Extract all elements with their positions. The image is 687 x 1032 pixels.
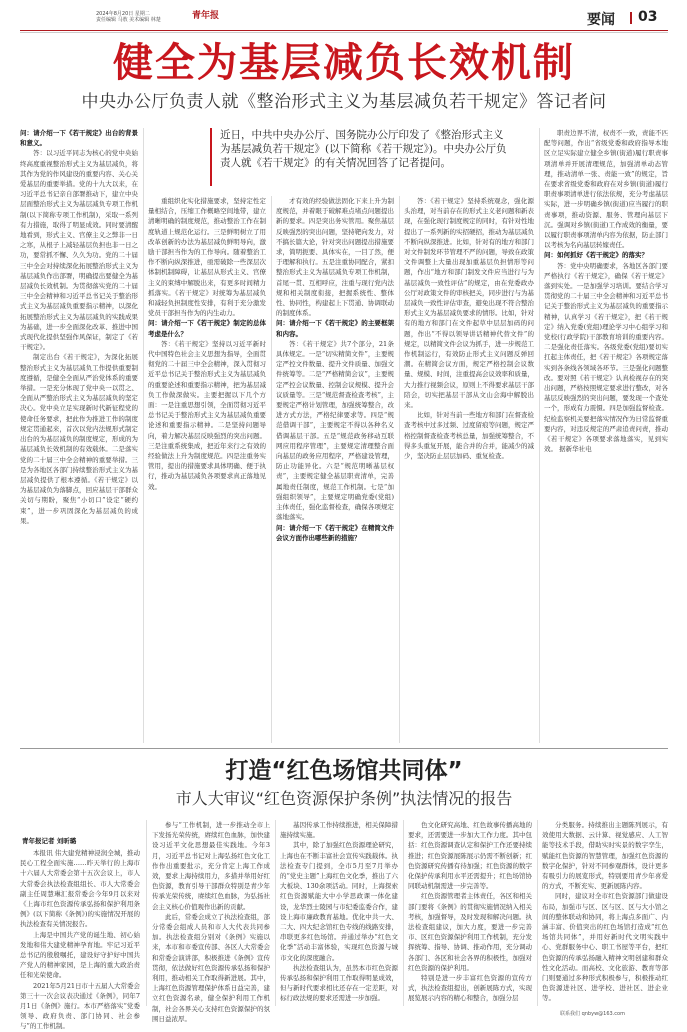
article1-lead — [208, 128, 508, 171]
masthead-rule — [20, 30, 668, 31]
section-divider — [20, 748, 668, 749]
body-paragraph: 红色资源管理者主体责任，各区和相关部门要将《条例》的贯彻实施情况纳入相关考核，加强督导，及时发现和解决问题。执法检查组建议，加大力度，要进一步完善市、区红色资源保护利用工作机制，充分发挥统筹、指导、协调、推动作用，充分调动各部门、各区和社会各界的积极性，加强对红色资源的保护利用。 — [408, 892, 532, 972]
article2-headline: 打造“红色场馆共同体” — [225, 758, 463, 784]
body-paragraph: 重组织化实化措施要求，坚持定性定量相结合，压缩工作概略空间地带，建立清晰明确的制度规范，推动整治工作在制度轨道上规范化运行。三是鲜明树立了用改革创新的办法为基层减负鲜明导向，激励干部担当作为的工作导向。随着整治工作不断向纵深推进，亟需破除一些深层次体制机制障碍，让基层从形式主义、官僚主义的束缚中解脱出来，有更多时间精力抓落实。《若干规定》对统筹为基层减负和减轻负担制度性安排，有利于充分激发党员干部担当作为的内生动力。 — [148, 197, 266, 318]
article1-column-4 — [404, 196, 534, 743]
section-separator — [630, 12, 632, 24]
body-paragraph: 答：以习近平同志为核心的党中央始终高度重视整治形式主义为基层减负，将其作为党的作风建设的重要内容、关心关爱基层的重要举措。党的十九大以来，在习近平总书记亲自部署推动下，建立中央层面整治形式主义为基层减负专项工作机制(以下简称专项工作机制)，采取一系列有力措施，取得了明显成效。同时要清醒地看到，形式主义、官僚主义之弊非一日之寒，从根子上减轻基层负担也非一日之功，要常抓不懈、久久为功。党的二十届三中全会对持续深化拓展整治形式主义为基层减负作出部署，明确提出要健全为基层减负长效机制。为贯彻落实党的二十届三中全会精神和习近平总书记关于整治形式主义为基层减负重要指示精神，以深化拓展整治形式主义为基层减负的实践成果为基础，进一步全面深化改革、推进中国式现代化提供坚强作风保证，制定了《若干规定》。 — [20, 149, 138, 352]
issue-date: 2024年8月20日 星期二 — [96, 11, 150, 17]
column-divider — [143, 128, 144, 743]
column-divider — [271, 196, 272, 743]
article2-column-3 — [280, 820, 398, 1006]
body-paragraph: 其中，除了加强红色资源理论研究，上海也在不断丰富社会宣传实践载体。执法检查专门提到，全市5月至7月举办的“党史主题”上海红色文化季，推出了六大板块、130余项活动。同时，上海探索红色资源赋能大中小学思政课一体化建设，龙华烈士陵园与市纪委监委合作，建设上海市廉政教育基地。优化中共一大、二大、四大纪念馆红色专线的线路安排，串联更多红色场馆。并通过举办“红色文化季”活动丰富体验，实现红色资源与城市文化的深度融合。 — [280, 841, 398, 962]
body-paragraph: 答：党中央明确要求，各地区各部门要严格执行《若干规定》，确保《若干规定》落到实处。一是加强学习培训。要结合学习贯彻党的二十届三中全会精神和习近平总书记关于整治形式主义为基层减负的重要指示精神，认真学习《若干规定》，把《若干规定》纳入党委(党组)理论学习中心组学习和党校(行政学院)干部教育培训的重要内容。二是强化责任落实。各级党委(党组)要切实扛起主体责任，把《若干规定》各项规定落实到各条线各领域各环节。三是强化问题整改。要对照《若干规定》认真检视存在的突出问题，严格按照规定要求进行整改，对各基层反映强烈的突出问题，要发现一个查处一个，形成有力震慑。四是加强监督检查。纪检监察机关要把落实情况作为日常监督重要内容，对违反规定的严肃追责问责，推动《若干规定》各项要求落地落实，见到实效。 据新华社电 — [544, 261, 668, 454]
body-paragraph: 答：《若干规定》共7个部分，21条具体规定。一是“切实精简文件”，主要规定严控文件数量、提升文件质量、加强文件统筹等。二是“严格精简会议”，主要规定严控会议数量、控制会议规模、提升会议质量等。三是“规范督查检查考核”，主要规定严格计划管理，加强统筹整合，改进方式方法，严格纪律要求等。四是“规范借调干部”，主要规定不得以各种名义借调基层干部。五是“规范政务移动互联网应用程序管理”，主要规定清理整合面向基层的政务应用程序，严格建设管理，防止功能异化。六是“规范明晰基层权责”，主要规定健全基层职责清单，完善属地责任制度，规范工作机制。七是“加强组织领导”，主要规定明确党委(党组)主体责任，强化监督检查，确保各项规定落地落实。 — [276, 339, 394, 522]
body-paragraph: 本报讯 伟大建党精神浸润全城，推动民心工程全面实施……昨天举行的上海市十六届人大常委会第十五次会议上，市人大常委会执法检查组组长、市人大常委会副主任周慧琳汇报常委会今年9月以来对《上海市红色资源传承弘扬和保护利用条例》(以下简称《条例》)的实施情况开展的执法检查有关情况报告。 — [20, 849, 140, 929]
masthead-rule-thin — [20, 32, 668, 33]
column-divider — [403, 820, 404, 1006]
article2-column-2 — [152, 820, 270, 1023]
body-paragraph: 答：《若干规定》坚持以习近平新时代中国特色社会主义思想为指导，全面贯彻党的二十届三中全会精神，深入贯彻习近平总书记关于整治形式主义为基层减负的重要论述和重要指示精神，把为基层减负工作做深做实。主要把握以下几个方面：一是注重思想引领，全面贯彻习近平总书记关于整治形式主义为基层减负重要论述和重要指示精神。二是坚持问题导向，着力解决基层反映强烈的突出问题。三是注重系统集成，把近年来行之有效的经验做法上升为制度规范。四是注重务实管用，提出的措施要求具体明确、便于执行，推动为基层减负各项要求真正落地见效。 — [148, 339, 266, 491]
newspaper-logo: 青年报 — [192, 11, 220, 21]
article2-byline: 青年报记者 刘昕璐 — [22, 837, 77, 845]
body-paragraph: 执法检查组认为，虽然本市红色资源传承弘扬和保护利用工作取得明显成效，但与新时代要求相比还存在一定差距，对标行政法规的要求还需进一步加强。 — [280, 963, 398, 1003]
article2-column-4 — [408, 820, 532, 1006]
body-paragraph: 2021年5月21日市十五届人大常委会第三十一次会议表决通过《条例》，同年7月1日《条例》施行。本市严格落实“党委领导、政府负责、部门协同、社会参与”的工作机制。 — [20, 981, 140, 1031]
question-paragraph: 问：请介绍一下《若干规定》出台的背景和意义。 — [20, 129, 138, 148]
lead-text: 近日，中共中央办公厅、国务院办公厅印发了《整治形式主义为基层减负若干规定》(以下简称《若干规定》)。中央办公厅负责人就《若干规定》的有关情况回答了记者提问。 — [220, 129, 507, 170]
article1-column-5 — [544, 128, 668, 743]
body-paragraph: 分类服务。持续推出主题陈列展示，有效使用大数据、云计算、视觉感应、人工智能等技术手段，借助实时实景的数字孪生，赋能红色资源的智慧管理，加强红色资源的数字化保护，针对不同参观群体，设计更多有吸引力的展览形式，特别要用青少年喜爱的方式，不断充实、更新展陈内容。 — [542, 821, 668, 891]
body-paragraph: 基因传承工作持续推进，相关保障措施持续实施。 — [280, 821, 398, 840]
body-paragraph: 制定出台《若干规定》，为深化拓展整治形式主义为基层减负工作提供重要制度遵循，是健全全面从严治党体系的重要举措。一是充分体现了党中央一以贯之、全面从严整治形式主义为基层减负的坚定决心。党中央立足实现新时代新征程党的使命任务要求，把此作为推进工作的制度规定贯通起来，首次以党内法规形式制定出台的为基层减负的制度规定，形成的为基层减负长效机制的有效载体。二是落实党的二十届三中全会精神的重要举措。三是为各地区各部门持续整治形式主义为基层减负提供了根本遵循。《若干规定》以为基层减负为落脚点，回应基层干部群众关切与期盼，聚焦“小切口”设定“硬约束”，进一步巩固深化为基层减负的成果。 — [20, 353, 138, 525]
article1-column-2 — [148, 196, 266, 743]
question-paragraph: 问：请介绍一下《若干规定》的主要框架和内容。 — [276, 319, 394, 338]
article2-column-1 — [20, 848, 140, 1031]
column-divider — [399, 196, 400, 743]
section-name: 要闻 — [587, 12, 615, 28]
question-paragraph: 问：请介绍一下《若干规定》在精简文件会议方面作出哪些新的措施？ — [276, 523, 394, 542]
column-divider — [146, 820, 147, 1006]
body-paragraph: 参与“工作机制，进一步推动全市上下发扬光荣传统，赓续红色血脉，加快建设习近平文化思想最佳实践地。今年3月，习近平总书记对上海弘扬红色文化工作作出重要批示，充分肯定上海工作成效，要求上海持续用力，多措并举用好红色资源，教育引导干部群众特别是青少年传承光荣传统，赓续红色血脉，为弘扬社会主义核心价值观作出新的贡献。 — [152, 821, 270, 911]
article2-column-5 — [542, 820, 668, 1006]
body-paragraph: 答：《若干规定》坚持系统观念，强化源头治理，对当前存在的形式主义老问题和新表现，在强化现行制度规定的同时，有针对性地提出了一系列新的实招硬招，推动为基层减负不断向纵深推进。比如，针对有的地方和部门对文件制发环节管理不严的问题，导致在政策文件调整上大量出现加重基层负担情形等问题，作出“地方和部门制发文件应当进行与为基层减负一致性评估”的规定，由在党委政办公厅对政策文件的审核把关，同步进行与为基层减负一致性评估审查，避免出现不符合整治形式主义为基层减负要求的情形。比如，针对有的地方和部门在文件起草中层层加码的问题，作出“不得以领导讲话精神代替文件”的规定，以精简文件会议为抓手，进一步规范工作机制运行，有效防止形式主义问题反弹回潮。在精简会议方面，规定严格控制会议数量、规模、时间，注重提高会议效率和质量，大力推行视频会议，原则上不得要求基层干部陪会，切实把基层干部从文山会海中解脱出来。 — [404, 197, 534, 410]
body-paragraph: 比如，针对当前一些地方和部门在督查检查考核中过多过频、过度留痕等问题，规定严格控制督查检查考核总量，加强统筹整合，不得多头重复开展，能合并的合并，能减少的减少，坚决防止层层加码、重复检查。 — [404, 411, 534, 461]
article1-headline: 健全为基层减负长效机制 — [113, 40, 575, 86]
article1-column-1 — [20, 128, 138, 743]
body-paragraph: 才有效的经验做法固化下来上升为制度规范，并着眼于破解难点堵点问题提出新的要求。四是突出务实管用。聚焦基层反映强烈的突出问题，坚持靶向发力，对不搞长篇大论，针对突出问题提出措施要求，简明扼要、具体实在，一目了然，便于理解和执行。五是注重协同配合，紧扣整治形式主义为基层减负专项工作机制，首尾一贯、互相呼应，注重与现行党内法规和相关制度衔接，把握系统性、整体性、协同性，构建起上下贯通、协调联动的制度体系。 — [276, 197, 394, 318]
article2-subheadline: 市人大审议“红色资源保护条例”执法情况的报告 — [175, 789, 513, 808]
body-paragraph: 职责边界不清，权责不一致，责能不匹配等问题，作出“省级党委和政府指导本地区立足实际建立健全乡镇(街道)履行职责事项清单并开展清理规范，加强清单动态管理，推动清单一张、责能一致”的规定，旨在要求省级党委和政府在对乡镇(街道)履行职责事项清单进行依法依规，充分考虑基层实际，进一步明确乡镇(街道)应当履行的职责事项，推动资源、服务、管理向基层下沉。强调对乡镇(街道)工作成效的衡量，要以履行职责事项清单内容为依据，防止部门以考核为名向基层转嫁责任。 — [544, 129, 668, 250]
article1-subheadline: 中央办公厅负责人就《整治形式主义为基层减负若干规定》答记者问 — [81, 92, 607, 112]
footer-contact: 联系我们 qnbyw@163.com — [560, 1011, 625, 1017]
question-paragraph: 问：如何抓好《若干规定》的落实？ — [544, 251, 648, 260]
column-divider — [537, 820, 538, 1006]
article1-column-3 — [276, 196, 394, 743]
page-number: 03 — [638, 9, 658, 25]
question-paragraph: 问：请介绍一下《若干规定》制定的总体考虑是什么？ — [148, 319, 266, 338]
body-paragraph: 色文化研究高地、红色故事传播高地的要求，还需要进一步加大工作力度。其中包括：红色资源调查认定和保护工作还要持续推进；红色资源展陈展示仍需不断创新；红色资源研究传播有待加强；红色资源的数字化保护传承利用水平还需提升；红色场馆协同联动机制需进一步完善等。 — [408, 821, 532, 891]
editor-credits: 责任编辑 马敖 美术编辑 林楚 — [96, 17, 161, 23]
body-paragraph: 上海是中国共产党的诞生地、初心始发地和伟大建党精神孕育地。牢记习近平总书记的殷殷嘱托，建设好守护好中国共产党人的精神家园，是上海的重大政治责任和光荣使命。 — [20, 930, 140, 980]
body-paragraph: 同时，建议对全市红色资源部门做建设布局，加强市与区、区与区、区与大小馆之间的整体联动和协同，将上海点多面广、内涵丰富、价值突出的红色场馆打造成“红色场馆共同体”，并用好新时代文明实践中心、党群服务中心、职工书屋等平台，把红色资源的传承弘扬融入精神文明创建和群众性文化活动。而高校、文化旅游、教育等部门则要通过多种形式积极参与，积极推动红色资源进社区、进学校、进社区、进企业等。 — [542, 892, 668, 1003]
body-paragraph: 特别是进一步丰富红色资源的宣传方式，执法检查组提出，创新展陈方式，实现展览展示内容的精心和整合，加强分层 — [408, 974, 532, 1003]
body-paragraph: 此后，常委会成立了执法检查组，部分常委会组成人员和市人大代表共同参加。执法检查组分别对《条例》实施以来，本市和市委宣传部、各区人大常委会和常委会演讲部，积极推进《条例》宣传贯彻，依法做好红色资源传承弘扬和保护利用，推动相关工作取得新进展。其中，上海红色资源管理保护体系日益完善，建立红色资源名录，健全保护利用工作机制，社会各界关心支持红色资源保护的氛围日益浓厚。 — [152, 912, 270, 1023]
column-divider — [539, 128, 540, 743]
column-divider — [275, 820, 276, 1006]
